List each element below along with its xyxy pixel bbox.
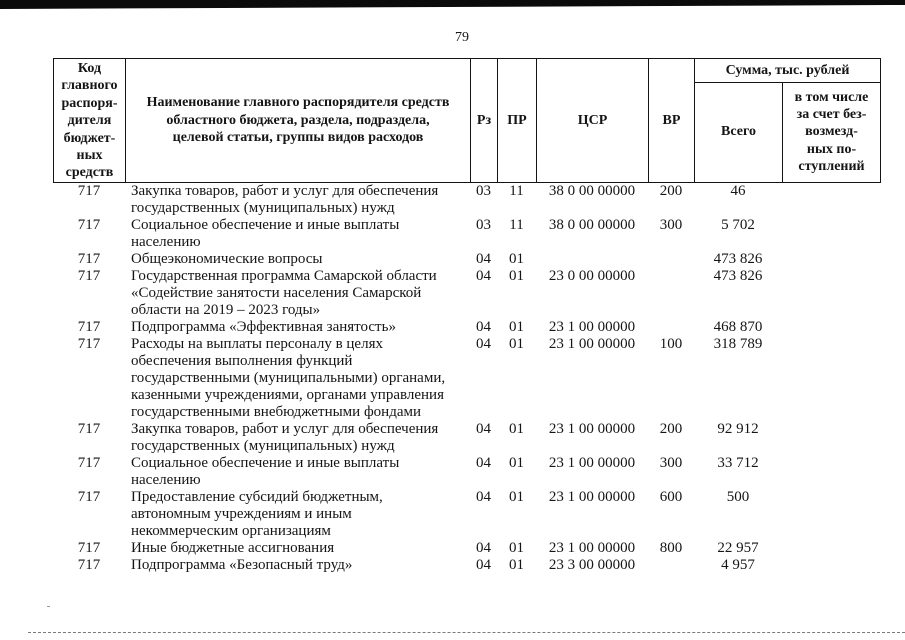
header-pr: ПР: [498, 59, 537, 183]
vr-cell: [648, 251, 694, 268]
header-name-line: целевой статьи, группы видов расходов: [172, 130, 424, 146]
pr-cell: 01: [509, 540, 524, 556]
rz-cell: 04: [476, 489, 491, 505]
header-total: Всего: [695, 82, 783, 182]
pr-cell: 01: [509, 557, 524, 573]
total-cell: 33 712: [717, 455, 759, 471]
code-cell: 717: [77, 455, 101, 471]
code-cell: 717: [77, 421, 101, 437]
rz-cell: 04: [476, 557, 491, 573]
table-row: [53, 557, 880, 574]
header-grants: [783, 82, 881, 182]
scan-top-edge: [0, 0, 905, 9]
header-name: [126, 59, 471, 183]
table-row: [53, 183, 880, 217]
code-cell: 717: [77, 183, 101, 199]
rz-cell: 04: [476, 251, 491, 267]
rz-cell: 04: [476, 455, 491, 471]
header-grants-line: за счет без-: [796, 107, 867, 123]
csr-cell: 23 0 00 00000: [548, 268, 636, 284]
header-code-line: главного: [61, 78, 118, 94]
name-cell: [125, 217, 470, 251]
vr-cell: 600: [659, 489, 683, 505]
csr-cell: 23 1 00 00000: [548, 540, 636, 556]
pr-cell: 01: [509, 319, 524, 335]
header-code-line: Код: [77, 61, 102, 76]
pr-cell: 01: [509, 455, 524, 471]
grants-cell: [782, 217, 880, 251]
pr-cell: 01: [509, 251, 524, 267]
name-line: государственных (муниципальных) нужд: [131, 200, 395, 216]
rz-cell: 04: [476, 336, 491, 352]
pr-cell: 11: [509, 183, 524, 199]
grants-cell: [782, 251, 880, 268]
rz-cell: 04: [476, 540, 491, 556]
name-line: Общеэкономические вопросы: [131, 251, 323, 267]
name-line: некоммерческим организациям: [131, 523, 331, 539]
header-name-line: областного бюджета, раздела, подраздела,: [166, 112, 430, 128]
total-cell: 500: [726, 489, 750, 505]
name-line: Подпрограмма «Эффективная занятость»: [131, 319, 396, 335]
header-grants-line: в том числе: [794, 89, 869, 105]
name-line: государственными внебюджетными фондами: [131, 404, 422, 420]
csr-cell: 23 3 00 00000: [548, 557, 636, 573]
name-line: Социальное обеспечение и иные выплаты: [131, 217, 400, 233]
table-row: [53, 268, 880, 319]
pr-cell: 01: [509, 421, 524, 437]
csr-cell: [536, 251, 648, 268]
vr-cell: 100: [659, 336, 683, 352]
header-vr: ВР: [649, 59, 695, 183]
csr-cell: 23 1 00 00000: [548, 319, 636, 335]
scan-speck: [47, 606, 50, 607]
name-line: автономным учреждениям и иным: [131, 506, 352, 522]
code-cell: 717: [77, 251, 101, 267]
csr-cell: 38 0 00 00000: [548, 217, 636, 233]
table-row: [53, 336, 880, 421]
pr-cell: 11: [509, 217, 524, 233]
name-cell: [125, 336, 470, 421]
name-cell: [125, 421, 470, 455]
total-cell: 46: [730, 183, 746, 199]
total-cell: 468 870: [713, 319, 763, 335]
table-row: [53, 251, 880, 268]
table-row: [53, 455, 880, 489]
rz-cell: 04: [476, 421, 491, 437]
name-cell: [125, 319, 470, 336]
grants-cell: [782, 540, 880, 557]
name-line: Расходы на выплаты персоналу в целях: [131, 336, 383, 352]
vr-cell: 300: [659, 217, 683, 233]
table-header: [53, 58, 881, 183]
grants-cell: [782, 319, 880, 336]
name-line: государственными (муниципальными) органами,: [131, 370, 446, 386]
header-csr: ЦСР: [537, 59, 649, 183]
table-row: [53, 319, 880, 336]
code-cell: 717: [77, 268, 101, 284]
name-line: населению: [131, 234, 201, 250]
grants-cell: [782, 455, 880, 489]
name-cell: [125, 455, 470, 489]
code-cell: 717: [77, 557, 101, 573]
total-cell: 22 957: [717, 540, 759, 556]
vr-cell: 200: [659, 183, 683, 199]
total-cell: 4 957: [721, 557, 755, 573]
grants-cell: [782, 183, 880, 217]
name-line: Закупка товаров, работ и услуг для обеспечения: [131, 421, 439, 437]
grants-cell: [782, 268, 880, 319]
name-cell: [125, 540, 470, 557]
header-code: [54, 59, 126, 183]
pr-cell: 01: [509, 268, 524, 284]
csr-cell: 23 1 00 00000: [548, 489, 636, 505]
csr-cell: 23 1 00 00000: [548, 455, 636, 471]
grants-cell: [782, 489, 880, 540]
name-line: обеспечения выполнения функций: [131, 353, 353, 369]
code-cell: 717: [77, 489, 101, 505]
name-line: населению: [131, 472, 201, 488]
header-grants-line: ступлений: [798, 159, 865, 175]
header-rz: Рз: [471, 59, 498, 183]
total-cell: 5 702: [721, 217, 755, 233]
name-line: Подпрограмма «Безопасный труд»: [131, 557, 353, 573]
table-row: [53, 421, 880, 455]
header-code-line: средств: [65, 165, 114, 181]
code-cell: 717: [77, 336, 101, 352]
page-number: 79: [455, 30, 469, 45]
csr-cell: 23 1 00 00000: [548, 336, 636, 352]
rz-cell: 03: [476, 217, 491, 233]
vr-cell: 300: [659, 455, 683, 471]
name-line: области на 2019 – 2023 годы»: [131, 302, 321, 318]
table-body: [53, 183, 880, 574]
pr-cell: 01: [509, 336, 524, 352]
rz-cell: 04: [476, 268, 491, 284]
header-code-line: ных: [76, 148, 103, 164]
name-line: Иные бюджетные ассигнования: [131, 540, 335, 556]
name-line: государственных (муниципальных) нужд: [131, 438, 395, 454]
table-row: [53, 217, 880, 251]
header-code-line: бюджет-: [63, 130, 116, 146]
csr-cell: 38 0 00 00000: [548, 183, 636, 199]
code-cell: 717: [77, 319, 101, 335]
name-line: казенными учреждениями, органами управления: [131, 387, 444, 403]
name-line: Социальное обеспечение и иные выплаты: [131, 455, 400, 471]
total-cell: 318 789: [713, 336, 763, 352]
rz-cell: 04: [476, 319, 491, 335]
name-cell: [125, 268, 470, 319]
total-cell: 473 826: [713, 251, 763, 267]
header-grants-line: возмезд-: [805, 124, 858, 140]
code-cell: 717: [77, 540, 101, 556]
grants-cell: [782, 557, 880, 574]
header-grants-line: ных по-: [806, 141, 857, 157]
vr-cell: [648, 319, 694, 336]
grants-cell: [782, 421, 880, 455]
vr-cell: 200: [659, 421, 683, 437]
name-line: Закупка товаров, работ и услуг для обеспечения: [131, 183, 439, 199]
name-cell: [125, 557, 470, 574]
total-cell: 473 826: [713, 268, 763, 284]
name-cell: [125, 251, 470, 268]
rz-cell: 03: [476, 183, 491, 199]
csr-cell: 23 1 00 00000: [548, 421, 636, 437]
table-row: [53, 489, 880, 540]
vr-cell: [648, 268, 694, 319]
header-code-line: распоря-: [61, 95, 118, 111]
vr-cell: 800: [659, 540, 683, 556]
header-name-line: Наименование главного распорядителя средств: [146, 95, 450, 111]
name-cell: [125, 183, 470, 217]
name-line: Предоставление субсидий бюджетным,: [131, 489, 383, 505]
pr-cell: 01: [509, 489, 524, 505]
header-code-line: дителя: [67, 113, 112, 129]
grants-cell: [782, 336, 880, 421]
name-line: «Содействие занятости населения Самарской: [131, 285, 422, 301]
total-cell: 92 912: [717, 421, 759, 437]
vr-cell: [648, 557, 694, 574]
name-line: Государственная программа Самарской области: [131, 268, 437, 284]
header-sum: Сумма, тыс. рублей: [695, 59, 881, 83]
scan-bottom-edge: [28, 632, 905, 633]
table-row: [53, 540, 880, 557]
code-cell: 717: [77, 217, 101, 233]
name-cell: [125, 489, 470, 540]
